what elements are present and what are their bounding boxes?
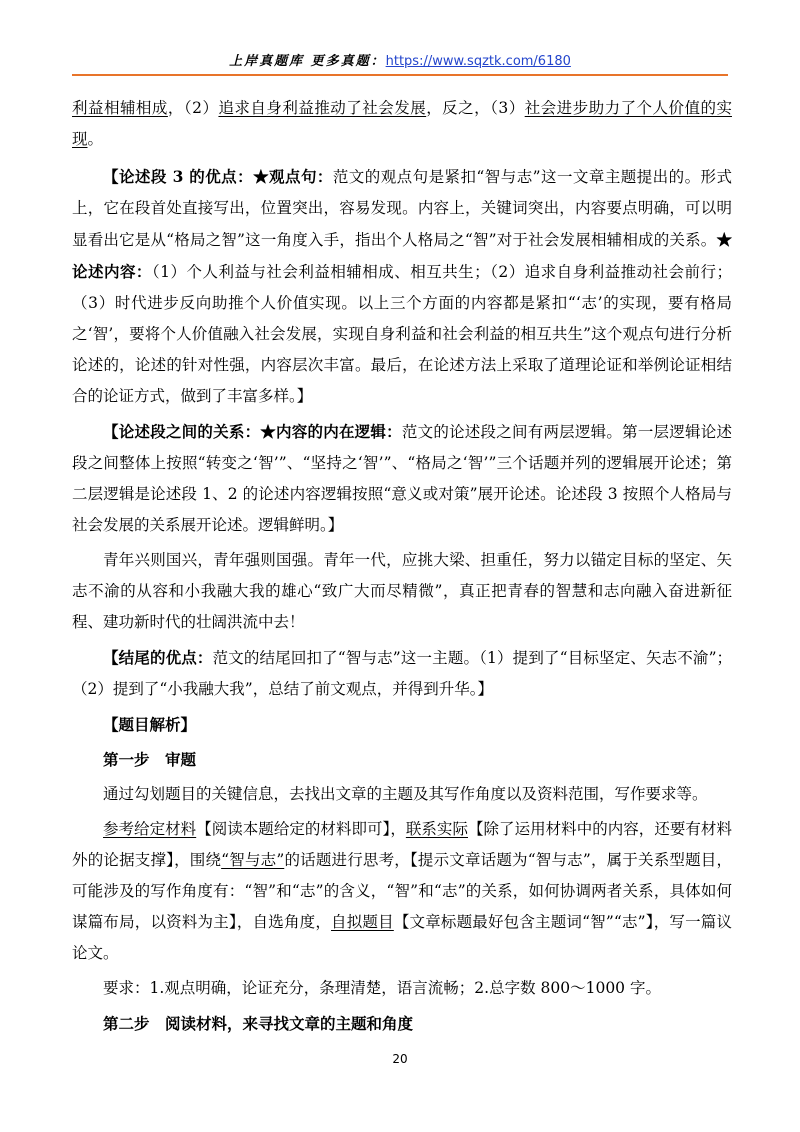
- text: 【文章标题最好包含主题词“智”“志”】，写一篇议论文。: [72, 913, 732, 962]
- underlined-text: 参考给定材料: [103, 820, 197, 838]
- header-link[interactable]: https://www.sqztk.com/6180: [385, 54, 571, 69]
- paragraph-instructions: [72, 814, 732, 969]
- underlined-text: 利益相辅相成: [72, 99, 168, 117]
- underlined-text: 自拟题目: [331, 913, 394, 931]
- paragraph-continuation: [72, 93, 732, 155]
- text: 【除了运用材料中的内容，还要有材料外的论据支撑】，围绕: [72, 820, 732, 869]
- step-heading: 第二步 阅读材料，来寻找文章的主题和角度: [103, 1014, 414, 1033]
- text: 范文的观点句是紧扣“智与志”这一文章主题提出的。形式上，它在段首处直接写出，位置突出，容易发现。内容上，关键词突出，内容要点明确，可以明显看出它是从“格局之智”这一角度入手，指出个人格局之“智”对于社会发展相辅相成的关系。: [72, 168, 732, 249]
- underlined-text: “智与志”: [221, 851, 285, 869]
- text: （1）个人利益与社会利益相辅相成、相互共生；（2）追求自身利益推动社会前行；（3）时代进步反向助推个人价值实现。以上三个方面的内容都是紧扣“‘志’的实现，要有格局之‘智’，要将个人价值融入社会发展，实现自身利益和社会利益的相互共生”这个观点句进行分析论述的，论述的针对性强，内容层次丰富。最后，在论述方法上采取了道理论证和举例论证相结合的论证方式，做到了丰富多样。】: [72, 263, 732, 405]
- text: ，反之，（3）: [426, 99, 525, 117]
- paragraph-relations: [72, 416, 732, 541]
- bold-lead: 【论述段之间的关系：★内容的内在逻辑：: [103, 422, 402, 441]
- step-heading: 第一步 审题: [103, 750, 197, 769]
- text: 的话题进行思考，【提示文章话题为“智与志”，属于关系型题目，可能涉及的写作角度有：“智”和“志”的含义，“智”和“志”的关系，如何协调两者关系，具体如何谋篇布局，以资料为主】，自选角度，: [72, 851, 732, 931]
- bold-lead: 【论述段 3 的优点：★观点句：: [103, 167, 333, 186]
- header-label: 上岸真题库 更多真题：: [229, 54, 386, 69]
- text: 。: [87, 130, 104, 148]
- paragraph-review: 通过勾划题目的关键信息，去找出文章的主题及其写作角度以及资料范围，写作要求等。: [103, 785, 708, 803]
- paragraph-ending-analysis: [72, 642, 732, 705]
- paragraph-argument-3: [72, 161, 732, 412]
- section-heading: 【题目解析】: [103, 715, 197, 734]
- page-number: 20: [392, 1052, 408, 1066]
- header-rule: [72, 74, 728, 76]
- page-header: [72, 52, 728, 76]
- text: 【阅读本题给定的材料即可】，: [196, 820, 406, 838]
- paragraph-conclusion: 青年兴则国兴，青年强则国强。青年一代，应挑大梁、担重任，努力以锚定目标的坚定、矢志不渝的从容和小我融大我的雄心“致广大而尽精微”，真正把青春的智慧和志向融入奋进新征程、建功新时代的壮阔洪流中去！: [72, 551, 732, 631]
- bold-lead: 【结尾的优点：: [103, 648, 213, 667]
- underlined-text: 追求自身利益推动了社会发展: [218, 99, 427, 117]
- text: ，（2）: [167, 99, 219, 117]
- paragraph-requirements: 要求：1.观点明确，论证充分，条理清楚，语言流畅；2.总字数 800～1000 字。: [103, 979, 661, 997]
- underlined-text: 社会进步助力了个人价值的实现: [72, 99, 732, 148]
- underlined-text: 联系实际: [405, 820, 468, 838]
- text: 范文的结尾回扣了“智与志”这一主题。（1）提到了“目标坚定、矢志不渝”；（2）提到了“小我融大我”，总结了前文观点，并得到升华。】: [72, 649, 732, 698]
- document-body: [72, 93, 732, 1043]
- text: 范文的论述段之间有两层逻辑。第一层逻辑论述段之间整体上按照“转变之‘智’”、“坚持之‘智’”、“格局之‘智’”三个话题并列的逻辑展开论述；第二层逻辑是论述段 1、2 的论述内容逻辑按照“意义或对策”展开论述。论述段 3 按照个人格局与社会发展的关系展开论述。逻辑鲜明。】: [72, 423, 732, 534]
- bold-lead: ★论述内容：: [72, 230, 732, 281]
